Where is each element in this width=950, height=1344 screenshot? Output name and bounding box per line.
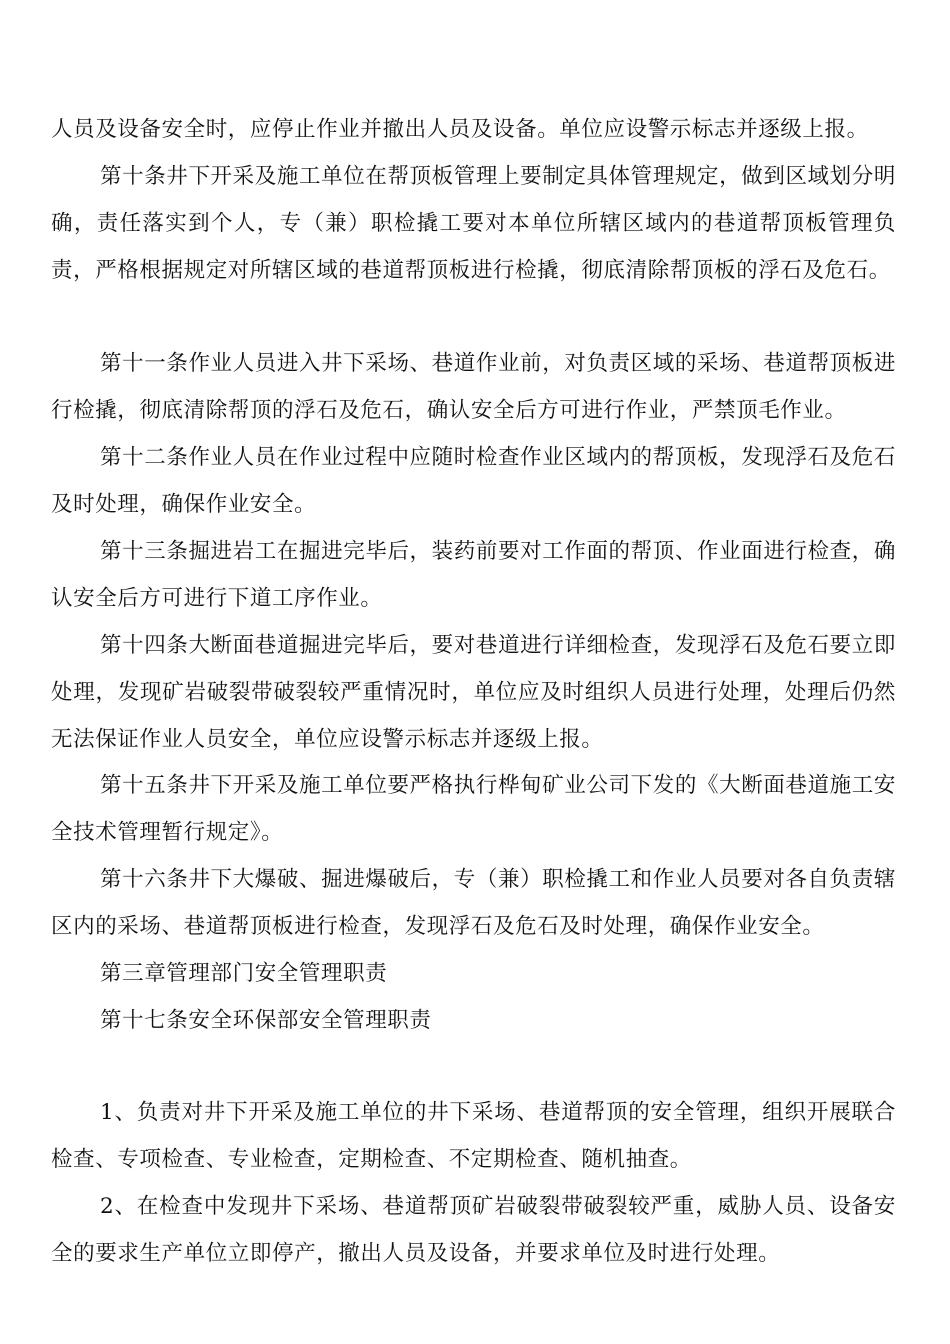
list-item-2: 2、在检查中发现井下采场、巷道帮顶矿岩破裂带破裂较严重，威胁人员、设备安全的要求生产单位立即停产，撤出人员及设备，并要求单位及时进行处理。 — [51, 1194, 896, 1266]
paragraph-article-14: 第十四条大断面巷道掘进完毕后，要对巷道进行详细检查，发现浮石及危石要立即处理，发现矿岩破裂带破裂较严重情况时，单位应及时组织人员进行处理，处理后仍然无法保证作业人员安全，单位应设警示标志并逐级上报。 — [51, 633, 896, 752]
paragraph-continuation: 人员及设备安全时，应停止作业并撤出人员及设备。单位应设警示标志并逐级上报。 — [51, 117, 869, 142]
paragraph-article-16: 第十六条井下大爆破、掘进爆破后，专（兼）职检撬工和作业人员要对各自负责辖区内的采场、巷道帮顶板进行检查，发现浮石及危石及时处理，确保作业安全。 — [51, 867, 896, 939]
paragraph-article-15: 第十五条井下开采及施工单位要严格执行桦甸矿业公司下发的《大断面巷道施工安全技术管理暂行规定》。 — [51, 773, 896, 845]
article-17-heading: 第十七条安全环保部安全管理职责 — [100, 1008, 432, 1033]
paragraph-article-10: 第十条井下开采及施工单位在帮顶板管理上要制定具体管理规定，做到区域划分明确，责任落实到个人，专（兼）职检撬工要对本单位所辖区域内的巷道帮顶板管理负责，严格根据规定对所辖区域的巷道帮顶板进行检撬，彻底清除帮顶板的浮石及危石。 — [51, 164, 896, 283]
paragraph-article-13: 第十三条掘进岩工在掘进完毕后，装药前要对工作面的帮顶、作业面进行检查，确认安全后方可进行下道工序作业。 — [51, 539, 896, 611]
paragraph-article-12: 第十二条作业人员在作业过程中应随时检查作业区域内的帮顶板，发现浮石及危石及时处理，确保作业安全。 — [51, 445, 896, 517]
chapter-heading: 第三章管理部门安全管理职责 — [100, 961, 388, 986]
list-item-1: 1、负责对井下开采及施工单位的井下采场、巷道帮顶的安全管理，组织开展联合检查、专项检查、专业检查，定期检查、不定期检查、随机抽查。 — [51, 1100, 896, 1172]
paragraph-article-11: 第十一条作业人员进入井下采场、巷道作业前，对负责区域的采场、巷道帮顶板进行检撬，彻底清除帮顶的浮石及危石，确认安全后方可进行作业，严禁顶毛作业。 — [51, 351, 896, 423]
